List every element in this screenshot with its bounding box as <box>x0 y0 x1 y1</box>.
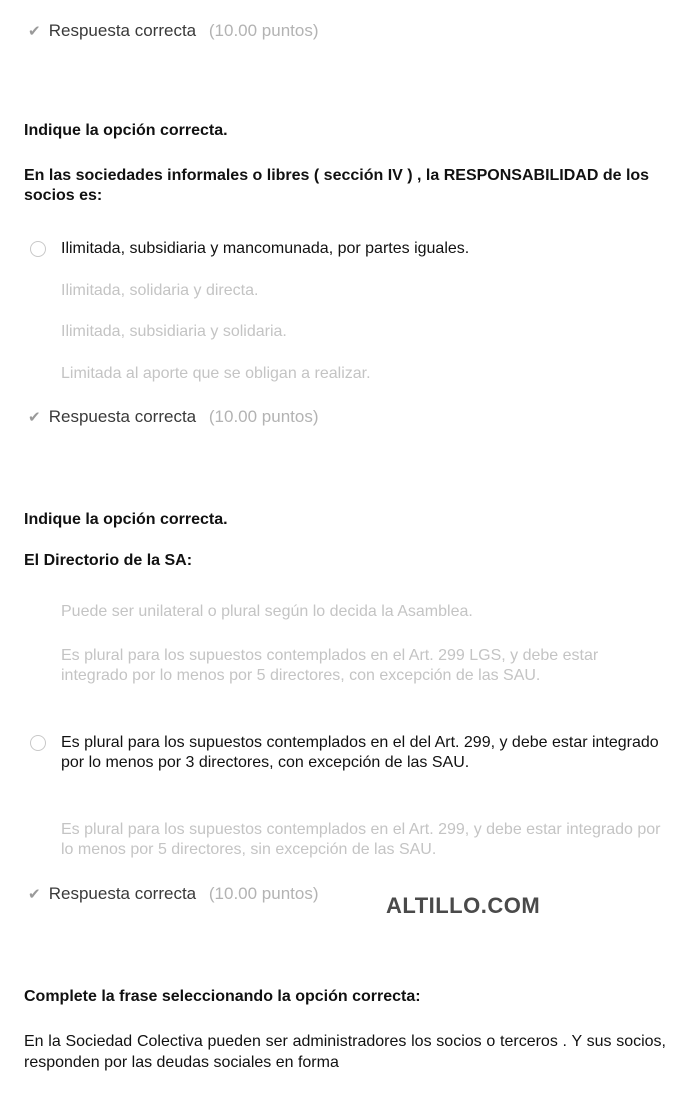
watermark-logo: ALTILLO.COM <box>386 893 541 918</box>
question-1-option-2: Ilimitada, solidaria y directa. <box>61 282 259 299</box>
result-points: (10.00 puntos) <box>208 21 319 40</box>
radio-option-1-1[interactable] <box>30 241 46 257</box>
question-1-option-4: Limitada al aporte que se obligan a realizar. <box>61 365 371 382</box>
result-line-3 <box>28 884 319 904</box>
question-1-text: En las sociedades informales o libres ( sección IV ) , la RESPONSABILIDAD de los socios es: <box>24 167 650 204</box>
result-label: Respuesta correcta <box>48 884 197 903</box>
result-label: Respuesta correcta <box>48 407 197 426</box>
check-icon: ✔ <box>28 23 41 40</box>
result-points: (10.00 puntos) <box>208 407 319 426</box>
question-2-text: El Directorio de la SA: <box>24 552 193 569</box>
question-2-option-2: Es plural para los supuestos contemplados en el Art. 299 LGS, y debe estar integrado por lo menos por 5 directores, con excepción de las SAU. <box>61 647 599 684</box>
result-points: (10.00 puntos) <box>208 884 319 903</box>
result-label: Respuesta correcta <box>48 21 197 40</box>
question-2-instruction: Indique la opción correcta. <box>24 511 228 528</box>
result-line-2 <box>28 407 319 427</box>
radio-option-2-3[interactable] <box>30 735 46 751</box>
check-icon: ✔ <box>28 409 41 426</box>
question-2-option-1: Puede ser unilateral o plural según lo decida la Asamblea. <box>61 603 473 620</box>
check-icon: ✔ <box>28 886 41 903</box>
question-3-text: En la Sociedad Colectiva pueden ser administradores los socios o terceros . Y sus socios, responden por las deudas sociales en forma <box>24 1033 666 1071</box>
question-3-instruction: Complete la frase seleccionando la opción correcta: <box>24 988 421 1005</box>
question-1-instruction: Indique la opción correcta. <box>24 122 228 139</box>
question-1-option-3: Ilimitada, subsidiaria y solidaria. <box>61 323 287 340</box>
result-line-1 <box>28 21 319 41</box>
question-2-option-3[interactable]: Es plural para los supuestos contemplados en el del Art. 299, y debe estar integrado por lo menos por 3 directores, con excepción de las SAU. <box>61 734 659 771</box>
question-2-option-4: Es plural para los supuestos contemplados en el Art. 299, y debe estar integrado por lo menos por 5 directores, sin excepción de las SAU. <box>61 821 661 858</box>
question-1-option-1[interactable]: Ilimitada, subsidiaria y mancomunada, por partes iguales. <box>61 240 470 257</box>
